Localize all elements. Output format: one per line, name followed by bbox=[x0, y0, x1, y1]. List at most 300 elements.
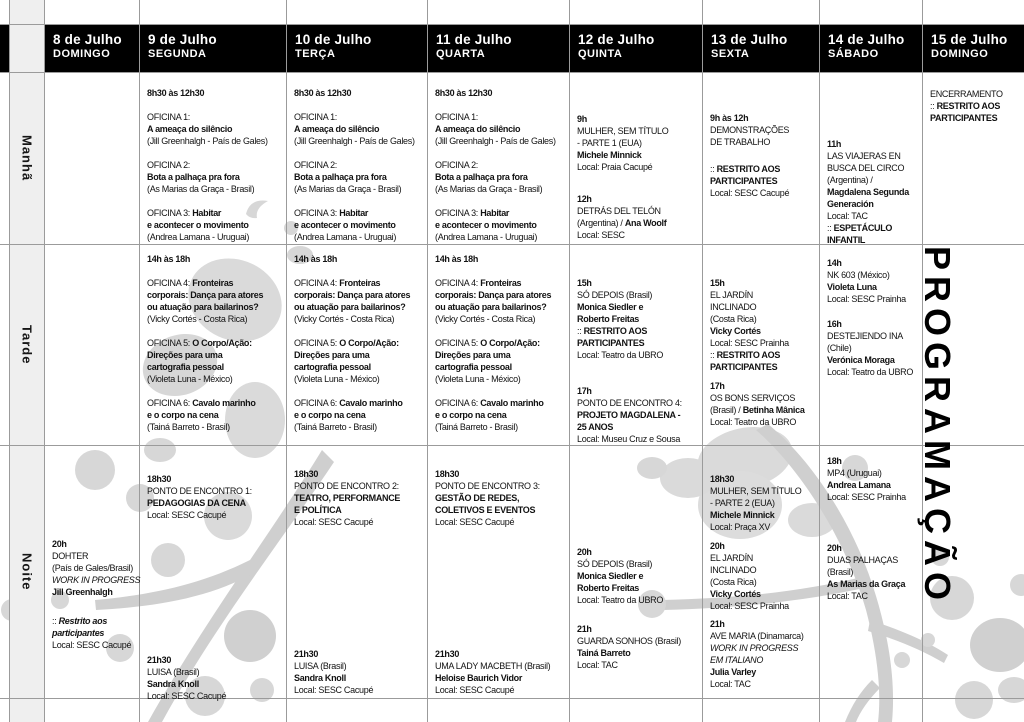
header-date: 13 de Julho bbox=[711, 32, 788, 47]
label-column-bottom bbox=[10, 699, 45, 722]
cell-8-de-julho-manha bbox=[45, 73, 140, 245]
schedule-event bbox=[147, 207, 284, 243]
event-line: EM ITALIANO bbox=[710, 655, 764, 665]
event-line: PONTO DE ENCONTRO 3: bbox=[435, 481, 540, 491]
margin-cell bbox=[0, 699, 10, 722]
event-line: Direções para uma bbox=[147, 350, 223, 360]
event-line: EL JARDÍN bbox=[710, 290, 753, 300]
margin-cell bbox=[0, 446, 10, 699]
schedule-event bbox=[710, 163, 817, 199]
margin-cell bbox=[0, 0, 10, 25]
event-line: :: RESTRITO AOS bbox=[577, 326, 648, 336]
schedule-event bbox=[435, 207, 567, 243]
event-line: PROJETO MAGDALENA - bbox=[577, 410, 681, 420]
header-weekday: SÁBADO bbox=[828, 48, 879, 60]
event-line: OFICINA 3: Habitar bbox=[435, 208, 510, 218]
day-header-15-de-julho bbox=[923, 25, 1024, 73]
event-line: Local: TAC bbox=[827, 211, 868, 221]
event-line: Vicky Cortés bbox=[710, 589, 761, 599]
event-line: PONTO DE ENCONTRO 1: bbox=[147, 486, 252, 496]
header-date: 15 de Julho bbox=[931, 32, 1008, 47]
event-line: DE TRABALHO bbox=[710, 137, 771, 147]
cell-14-de-julho-manha bbox=[820, 73, 923, 245]
event-line: 20h bbox=[52, 539, 67, 549]
header-margin-cell bbox=[0, 25, 10, 73]
event-line: DUAS PALHAÇAS bbox=[827, 555, 898, 565]
event-line: ou atuação para bailarinos? bbox=[294, 302, 406, 312]
event-line: corporais: Dança para atores bbox=[435, 290, 552, 300]
schedule-event bbox=[147, 337, 284, 385]
event-line: Local: SESC Prainha bbox=[827, 492, 906, 502]
schedule-event bbox=[147, 277, 284, 325]
event-line: :: ESPETÁCULO bbox=[827, 223, 893, 233]
schedule-event bbox=[294, 397, 425, 433]
event-line: (Brasil) bbox=[827, 567, 854, 577]
event-line: NK 603 (México) bbox=[827, 270, 890, 280]
schedule-event bbox=[294, 87, 425, 99]
event-line: Roberto Freitas bbox=[577, 314, 640, 324]
event-line: ENCERRAMENTO bbox=[930, 89, 1003, 99]
event-line: 17h bbox=[577, 386, 592, 396]
schedule-event bbox=[827, 138, 920, 246]
event-line: COLETIVOS E EVENTOS bbox=[435, 505, 536, 515]
event-line: EL JARDÍN bbox=[710, 553, 753, 563]
schedule-event bbox=[294, 648, 425, 696]
schedule-event bbox=[435, 648, 567, 696]
event-line: Local: Praça XV bbox=[710, 522, 771, 532]
event-line: Local: Museu Cruz e Sousa bbox=[577, 434, 681, 444]
top-cell-10-de-julho bbox=[287, 0, 428, 25]
event-line: Local: Teatro da UBRO bbox=[577, 595, 664, 605]
event-line: Local: TAC bbox=[577, 660, 618, 670]
event-line: GESTÃO DE REDES, bbox=[435, 493, 520, 503]
vertical-title: PROGRAMAÇÃO bbox=[917, 246, 958, 606]
cell-10-de-julho-noite bbox=[287, 446, 428, 699]
schedule-event bbox=[577, 623, 700, 671]
event-line: cartografia pessoal bbox=[147, 362, 224, 372]
row-label-text: Noite bbox=[19, 553, 35, 591]
event-line: A ameaça do silêncio bbox=[147, 124, 233, 134]
event-line: 21h30 bbox=[294, 649, 319, 659]
schedule-event bbox=[294, 111, 425, 147]
event-line: As Marias da Graça bbox=[827, 579, 906, 589]
schedule-event bbox=[710, 540, 817, 612]
event-line: 20h bbox=[827, 543, 842, 553]
event-line: OFICINA 6: Cavalo marinho bbox=[294, 398, 403, 408]
event-line: INCLINADO bbox=[710, 302, 757, 312]
event-line: Heloise Baurich Vidor bbox=[435, 673, 523, 683]
event-line: Local: SESC Cacupé bbox=[435, 517, 515, 527]
cell-12-de-julho-noite bbox=[570, 446, 703, 699]
bottom-cell-13-de-julho bbox=[703, 699, 820, 722]
event-line: PONTO DE ENCONTRO 4: bbox=[577, 398, 682, 408]
event-line: (Tainá Barreto - Brasil) bbox=[435, 422, 518, 432]
header-date: 8 de Julho bbox=[53, 32, 122, 47]
schedule-event bbox=[710, 277, 817, 373]
event-line: GUARDA SONHOS (Brasil) bbox=[577, 636, 681, 646]
event-line: Bota a palhaça pra fora bbox=[147, 172, 240, 182]
cell-11-de-julho-tarde bbox=[428, 245, 570, 446]
event-line: INCLINADO bbox=[710, 565, 757, 575]
event-line: 11h bbox=[827, 139, 842, 149]
event-line: PARTICIPANTES bbox=[710, 176, 778, 186]
event-line: e acontecer o movimento bbox=[294, 220, 396, 230]
event-line: Generación bbox=[827, 199, 874, 209]
event-line: MULHER, SEM TÍTULO bbox=[710, 486, 802, 496]
event-line: :: Restrito aos bbox=[52, 616, 108, 626]
event-line: OFICINA 3: Habitar bbox=[294, 208, 369, 218]
event-line: (As Marias da Graça - Brasil) bbox=[147, 184, 255, 194]
event-line: E POLÍTICA bbox=[294, 505, 342, 515]
schedule-event bbox=[435, 87, 567, 99]
cell-10-de-julho-tarde bbox=[287, 245, 428, 446]
event-line: (País de Gales/Brasil) bbox=[52, 563, 133, 573]
event-line: LUISA (Brasil) bbox=[294, 661, 347, 671]
event-line: OFICINA 1: bbox=[147, 112, 191, 122]
event-line: WORK IN PROGRESS bbox=[52, 575, 141, 585]
event-line: 16h bbox=[827, 319, 842, 329]
event-line: 21h30 bbox=[435, 649, 460, 659]
schedule-event bbox=[435, 397, 567, 433]
top-cell-15-de-julho bbox=[923, 0, 1024, 25]
row-label-manha bbox=[10, 73, 45, 245]
event-line: Local: SESC Cacupé bbox=[147, 510, 227, 520]
event-line: Local: SESC Cacupé bbox=[147, 691, 227, 701]
event-line: SÓ DEPOIS (Brasil) bbox=[577, 290, 653, 300]
event-line: (Vicky Cortés - Costa Rica) bbox=[435, 314, 536, 324]
event-line: UMA LADY MACBETH (Brasil) bbox=[435, 661, 551, 671]
event-line: Bota a palhaça pra fora bbox=[435, 172, 528, 182]
event-line: DESTEJIENDO INA bbox=[827, 331, 904, 341]
event-line: DOHTER bbox=[52, 551, 89, 561]
event-line: :: RESTRITO AOS bbox=[930, 101, 1001, 111]
cell-9-de-julho-tarde bbox=[140, 245, 287, 446]
event-line: Sandra Knoll bbox=[294, 673, 346, 683]
schedule-event bbox=[147, 654, 284, 702]
schedule-event bbox=[147, 473, 284, 521]
event-line: PARTICIPANTES bbox=[577, 338, 645, 348]
schedule-event bbox=[435, 159, 567, 195]
event-line: (Violeta Luna - México) bbox=[294, 374, 380, 384]
event-line: Local: TAC bbox=[827, 591, 868, 601]
event-line: Roberto Freitas bbox=[577, 583, 640, 593]
event-line: (Andrea Lamana - Uruguai) bbox=[147, 232, 250, 242]
event-line: 25 ANOS bbox=[577, 422, 614, 432]
schedule-event bbox=[147, 397, 284, 433]
schedule-event bbox=[147, 87, 284, 99]
event-line: 14h bbox=[827, 258, 842, 268]
schedule-event bbox=[435, 468, 567, 528]
event-line: LUISA (Brasil) bbox=[147, 667, 200, 677]
event-line: (Chile) bbox=[827, 343, 852, 353]
event-line: Sandra Knoll bbox=[147, 679, 199, 689]
event-line: Vicky Cortés bbox=[710, 326, 761, 336]
event-line: corporais: Dança para atores bbox=[147, 290, 264, 300]
schedule-event bbox=[435, 277, 567, 325]
event-line: :: RESTRITO AOS bbox=[710, 350, 781, 360]
schedule-event bbox=[827, 542, 920, 602]
cell-14-de-julho-noite bbox=[820, 446, 923, 699]
event-line: Michele Minnick bbox=[577, 150, 642, 160]
day-header-10-de-julho bbox=[287, 25, 428, 73]
event-line: (Tainá Barreto - Brasil) bbox=[147, 422, 230, 432]
event-line: Local: SESC Prainha bbox=[710, 601, 789, 611]
cell-12-de-julho-tarde bbox=[570, 245, 703, 446]
event-line: (Brasil) / Betinha Mânica bbox=[710, 405, 805, 415]
event-line: Julia Varley bbox=[710, 667, 756, 677]
event-line: Local: Teatro da UBRO bbox=[577, 350, 664, 360]
bottom-cell-11-de-julho bbox=[428, 699, 570, 722]
event-line: 17h bbox=[710, 381, 725, 391]
event-line: cartografia pessoal bbox=[435, 362, 512, 372]
schedule-event bbox=[294, 337, 425, 385]
event-line: (Costa Rica) bbox=[710, 577, 757, 587]
day-header-11-de-julho bbox=[428, 25, 570, 73]
cell-10-de-julho-manha bbox=[287, 73, 428, 245]
schedule-event bbox=[294, 468, 425, 528]
header-weekday: SEXTA bbox=[711, 48, 750, 60]
bottom-cell-12-de-julho bbox=[570, 699, 703, 722]
event-line: (Andrea Lamana - Uruguai) bbox=[435, 232, 538, 242]
event-line: Local: SESC Prainha bbox=[827, 294, 906, 304]
event-line: A ameaça do silêncio bbox=[435, 124, 521, 134]
event-line: 18h30 bbox=[435, 469, 460, 479]
event-line: 18h30 bbox=[710, 474, 735, 484]
event-line: Magdalena Segunda bbox=[827, 187, 909, 197]
event-line: 9h às 12h bbox=[710, 113, 749, 123]
top-cell-9-de-julho bbox=[140, 0, 287, 25]
schedule-event bbox=[52, 615, 137, 651]
header-date: 14 de Julho bbox=[828, 32, 905, 47]
header-date: 11 de Julho bbox=[436, 32, 512, 47]
event-line: (Andrea Lamana - Uruguai) bbox=[294, 232, 397, 242]
event-line: 14h às 18h bbox=[147, 254, 191, 264]
schedule-event bbox=[827, 318, 920, 378]
event-line: (Violeta Luna - México) bbox=[435, 374, 521, 384]
event-line: 12h bbox=[577, 194, 592, 204]
event-line: Tainá Barreto bbox=[577, 648, 631, 658]
cell-11-de-julho-manha bbox=[428, 73, 570, 245]
event-line: Local: SESC Cacupé bbox=[294, 517, 374, 527]
event-line: 15h bbox=[710, 278, 725, 288]
event-line: OFICINA 1: bbox=[435, 112, 479, 122]
cell-15-de-julho-manha bbox=[923, 73, 1024, 245]
event-line: (Jill Greenhalgh - País de Gales) bbox=[294, 136, 415, 146]
event-line: MULHER, SEM TÍTULO bbox=[577, 126, 669, 136]
event-line: OFICINA 1: bbox=[294, 112, 338, 122]
label-column-top bbox=[10, 0, 45, 25]
header-weekday: QUINTA bbox=[578, 48, 623, 60]
schedule-event bbox=[294, 159, 425, 195]
event-line: (As Marias da Graça - Brasil) bbox=[435, 184, 543, 194]
event-line: Bota a palhaça pra fora bbox=[294, 172, 387, 182]
row-label-text: Manhã bbox=[19, 135, 35, 182]
header-date: 10 de Julho bbox=[295, 32, 372, 47]
event-line: OFICINA 2: bbox=[294, 160, 338, 170]
schedule-event bbox=[710, 473, 817, 533]
event-line: 21h30 bbox=[147, 655, 172, 665]
event-line: :: RESTRITO AOS bbox=[710, 164, 781, 174]
event-line: MP4 (Uruguai) bbox=[827, 468, 882, 478]
event-line: (Argentina) / Ana Woolf bbox=[577, 218, 667, 228]
event-line: (Tainá Barreto - Brasil) bbox=[294, 422, 377, 432]
event-line: (Argentina) / bbox=[827, 175, 873, 185]
event-line: (Violeta Luna - México) bbox=[147, 374, 233, 384]
event-line: (Jill Greenhalgh - País de Gales) bbox=[435, 136, 556, 146]
margin-cell bbox=[0, 73, 10, 245]
event-line: 9h bbox=[577, 114, 587, 124]
event-line: 14h às 18h bbox=[294, 254, 338, 264]
cell-8-de-julho-noite bbox=[45, 446, 140, 699]
event-line: (As Marias da Graça - Brasil) bbox=[294, 184, 402, 194]
event-line: Monica Siedler e bbox=[577, 571, 644, 581]
header-date: 12 de Julho bbox=[578, 32, 655, 47]
event-line: (Vicky Cortés - Costa Rica) bbox=[294, 314, 395, 324]
event-line: AVE MARIA (Dinamarca) bbox=[710, 631, 804, 641]
schedule-event bbox=[577, 277, 700, 361]
event-line: 8h30 às 12h30 bbox=[294, 88, 352, 98]
event-line: e o corpo na cena bbox=[147, 410, 219, 420]
event-line: OS BONS SERVIÇOS bbox=[710, 393, 796, 403]
schedule-event bbox=[710, 618, 817, 690]
event-line: 14h às 18h bbox=[435, 254, 479, 264]
schedule-event bbox=[710, 112, 817, 148]
event-line: Local: SESC Cacupé bbox=[435, 685, 515, 695]
cell-8-de-julho-tarde bbox=[45, 245, 140, 446]
header-date: 9 de Julho bbox=[148, 32, 217, 47]
day-header-9-de-julho bbox=[140, 25, 287, 73]
header-weekday: SEGUNDA bbox=[148, 48, 207, 60]
event-line: - PARTE 2 (EUA) bbox=[710, 498, 775, 508]
event-line: 8h30 às 12h30 bbox=[147, 88, 205, 98]
bottom-cell-10-de-julho bbox=[287, 699, 428, 722]
event-line: 18h30 bbox=[147, 474, 172, 484]
header-weekday: DOMINGO bbox=[53, 48, 111, 60]
event-line: Local: SESC Cacupé bbox=[710, 188, 790, 198]
schedule-event bbox=[435, 253, 567, 265]
event-line: ou atuação para bailarinos? bbox=[147, 302, 259, 312]
event-line: Andrea Lamana bbox=[827, 480, 891, 490]
cell-11-de-julho-noite bbox=[428, 446, 570, 699]
header-weekday: QUARTA bbox=[436, 48, 486, 60]
event-line: OFICINA 6: Cavalo marinho bbox=[435, 398, 544, 408]
header-weekday: TERÇA bbox=[295, 48, 336, 60]
event-line: 15h bbox=[577, 278, 592, 288]
event-line: Local: SESC Cacupé bbox=[294, 685, 374, 695]
event-line: Verónica Moraga bbox=[827, 355, 895, 365]
margin-cell bbox=[0, 245, 10, 446]
event-line: OFICINA 4: Fronteiras bbox=[435, 278, 522, 288]
schedule-event bbox=[827, 257, 920, 305]
event-line: OFICINA 2: bbox=[147, 160, 191, 170]
event-line: OFICINA 5: O Corpo/Ação: bbox=[435, 338, 540, 348]
bottom-cell-8-de-julho bbox=[45, 699, 140, 722]
event-line: Local: Teatro da UBRO bbox=[710, 417, 797, 427]
schedule-event bbox=[294, 277, 425, 325]
row-label-text: Tarde bbox=[19, 325, 35, 365]
event-line: Violeta Luna bbox=[827, 282, 877, 292]
event-line: Local: TAC bbox=[710, 679, 751, 689]
schedule-event bbox=[930, 88, 1022, 124]
cell-13-de-julho-tarde bbox=[703, 245, 820, 446]
event-line: OFICINA 4: Fronteiras bbox=[294, 278, 381, 288]
day-header-12-de-julho bbox=[570, 25, 703, 73]
schedule-event bbox=[577, 546, 700, 606]
event-line: OFICINA 6: Cavalo marinho bbox=[147, 398, 256, 408]
event-line: ou atuação para bailarinos? bbox=[435, 302, 547, 312]
schedule-event bbox=[147, 159, 284, 195]
event-line: (Costa Rica) bbox=[710, 314, 757, 324]
cell-9-de-julho-manha bbox=[140, 73, 287, 245]
event-line: 18h bbox=[827, 456, 842, 466]
event-line: cartografia pessoal bbox=[294, 362, 371, 372]
event-line: Local: SESC Prainha bbox=[710, 338, 789, 348]
event-line: PARTICIPANTES bbox=[710, 362, 778, 372]
cell-13-de-julho-manha bbox=[703, 73, 820, 245]
event-line: 20h bbox=[710, 541, 725, 551]
event-line: Michele Minnick bbox=[710, 510, 775, 520]
row-label-tarde bbox=[10, 245, 45, 446]
event-line: SÓ DEPOIS (Brasil) bbox=[577, 559, 653, 569]
event-line: PEDAGOGIAS DA CENA bbox=[147, 498, 246, 508]
bottom-cell-14-de-julho bbox=[820, 699, 923, 722]
event-line: 8h30 às 12h30 bbox=[435, 88, 493, 98]
event-line: OFICINA 5: O Corpo/Ação: bbox=[294, 338, 399, 348]
event-line: Jill Greenhalgh bbox=[52, 587, 113, 597]
label-column-header bbox=[10, 25, 45, 73]
bottom-cell-15-de-julho bbox=[923, 699, 1024, 722]
schedule-event bbox=[435, 111, 567, 147]
day-header-14-de-julho bbox=[820, 25, 923, 73]
event-line: OFICINA 5: O Corpo/Ação: bbox=[147, 338, 252, 348]
schedule-event bbox=[294, 253, 425, 265]
event-line: (Jill Greenhalgh - País de Gales) bbox=[147, 136, 268, 146]
event-line: corporais: Dança para atores bbox=[294, 290, 411, 300]
event-line: participantes bbox=[52, 628, 105, 638]
event-line: Direções para uma bbox=[294, 350, 370, 360]
event-line: DETRÁS DEL TELÓN bbox=[577, 206, 661, 216]
schedule-event bbox=[577, 193, 700, 241]
event-line: e acontecer o movimento bbox=[435, 220, 537, 230]
event-line: Direções para uma bbox=[435, 350, 511, 360]
top-cell-8-de-julho bbox=[45, 0, 140, 25]
event-line: 18h30 bbox=[294, 469, 319, 479]
schedule-event bbox=[147, 253, 284, 265]
event-line: A ameaça do silêncio bbox=[294, 124, 380, 134]
event-line: (Vicky Cortés - Costa Rica) bbox=[147, 314, 248, 324]
day-header-13-de-julho bbox=[703, 25, 820, 73]
event-line: 20h bbox=[577, 547, 592, 557]
schedule-event bbox=[577, 385, 700, 445]
schedule-event bbox=[435, 337, 567, 385]
event-line: OFICINA 4: Fronteiras bbox=[147, 278, 234, 288]
event-line: e o corpo na cena bbox=[435, 410, 507, 420]
top-cell-14-de-julho bbox=[820, 0, 923, 25]
schedule-event bbox=[52, 538, 141, 598]
schedule-event bbox=[827, 455, 920, 503]
event-line: Local: SESC bbox=[577, 230, 625, 240]
top-cell-11-de-julho bbox=[428, 0, 570, 25]
row-label-noite bbox=[10, 446, 45, 699]
event-line: LAS VIAJERAS EN bbox=[827, 151, 901, 161]
day-header-8-de-julho bbox=[45, 25, 140, 73]
event-line: WORK IN PROGRESS bbox=[710, 643, 799, 653]
event-line: Local: SESC Cacupé bbox=[52, 640, 132, 650]
bottom-cell-9-de-julho bbox=[140, 699, 287, 722]
cell-12-de-julho-manha bbox=[570, 73, 703, 245]
event-line: OFICINA 3: Habitar bbox=[147, 208, 222, 218]
schedule-event bbox=[294, 207, 425, 243]
